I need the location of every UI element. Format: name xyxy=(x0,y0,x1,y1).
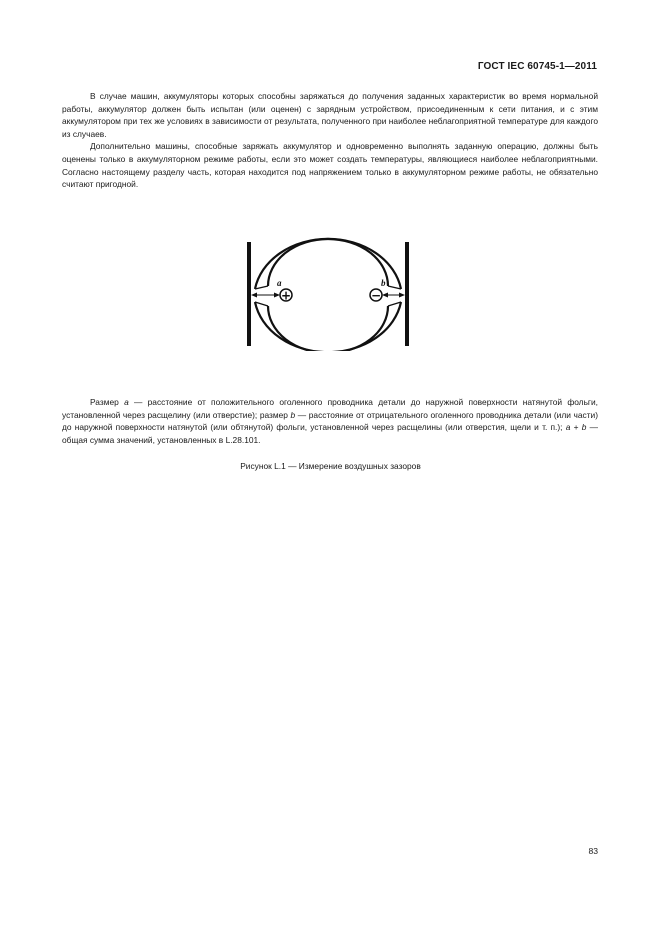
dimension-b-arrow-left xyxy=(382,293,388,298)
dimension-b-arrow-right xyxy=(399,293,405,298)
minus-symbol: − xyxy=(370,288,382,303)
paragraph-1: В случае машин, аккумуляторы которых способны заряжаться до получения заданных характеристик во время нормальной работы, аккумулятор должен быть испытан (или оценен) с зарядным устройством, присоединенным к сети питания, и с этим аккумулятором при тех же условиях в зависимости от результата, полученного при наиболее неблагоприятной температуре для каждого из случаев. xyxy=(62,91,598,139)
paragraph-2: Дополнительно машины, способные заряжать аккумулятор и одновременно выполнять заданную операцию, должны быть оценены только в аккумуляторном режиме работы, если это может создать температуры, являющиеся наиболее неблагоприятными. Согласно настоящему разделу часть, которая находится под напряжением только в аккумуляторном режиме работы, не обязательно считают пригодной. xyxy=(62,141,598,190)
plus-symbol: + xyxy=(280,288,292,303)
caption-var-a: a xyxy=(124,397,129,407)
left-slot-top xyxy=(255,286,268,289)
document-header: ГОСТ IEC 60745-1—2011 xyxy=(477,61,597,72)
dimension-b-label: b xyxy=(381,278,386,288)
caption-var-b-sum: b xyxy=(581,422,587,433)
figure-title: Рисунок L.1 — Измерение воздушных зазоров xyxy=(240,461,421,471)
dimension-a-arrow-right xyxy=(274,293,280,298)
dimension-a-arrow-left xyxy=(251,293,257,298)
caption-plus: + xyxy=(570,422,582,433)
air-gap-figure xyxy=(236,237,416,351)
caption-text-2: — расстояние от положительного оголенного проводника детали до наружной поверхности натянутой фольги, установленной через расщелину (или отверстие); размер xyxy=(62,397,598,420)
right-slot-bottom xyxy=(388,302,401,306)
left-foil-plate xyxy=(247,242,251,346)
dimension-a-label: a xyxy=(277,278,282,288)
left-slot-bottom xyxy=(255,302,268,306)
caption-text-1: Размер xyxy=(90,397,125,407)
caption-var-b: b xyxy=(290,409,296,420)
figure-description xyxy=(62,396,598,446)
right-slot-top xyxy=(388,286,401,289)
caption-var-a-sum: a xyxy=(565,422,571,433)
caption-text-4: — общая сумма значений, установленных в L.28.101. xyxy=(62,422,599,445)
caption-text-3: — расстояние от отрицательного оголенного проводника детали (или части) до наружной поверхности натянутой (или обтянутой) фольги, установленной через расщелины (или отверстия, щели и т. п.); xyxy=(62,409,598,433)
intro-text xyxy=(62,90,598,191)
page-number: 83 xyxy=(588,846,598,856)
right-foil-plate xyxy=(405,242,409,346)
caption-paragraph xyxy=(62,396,598,446)
